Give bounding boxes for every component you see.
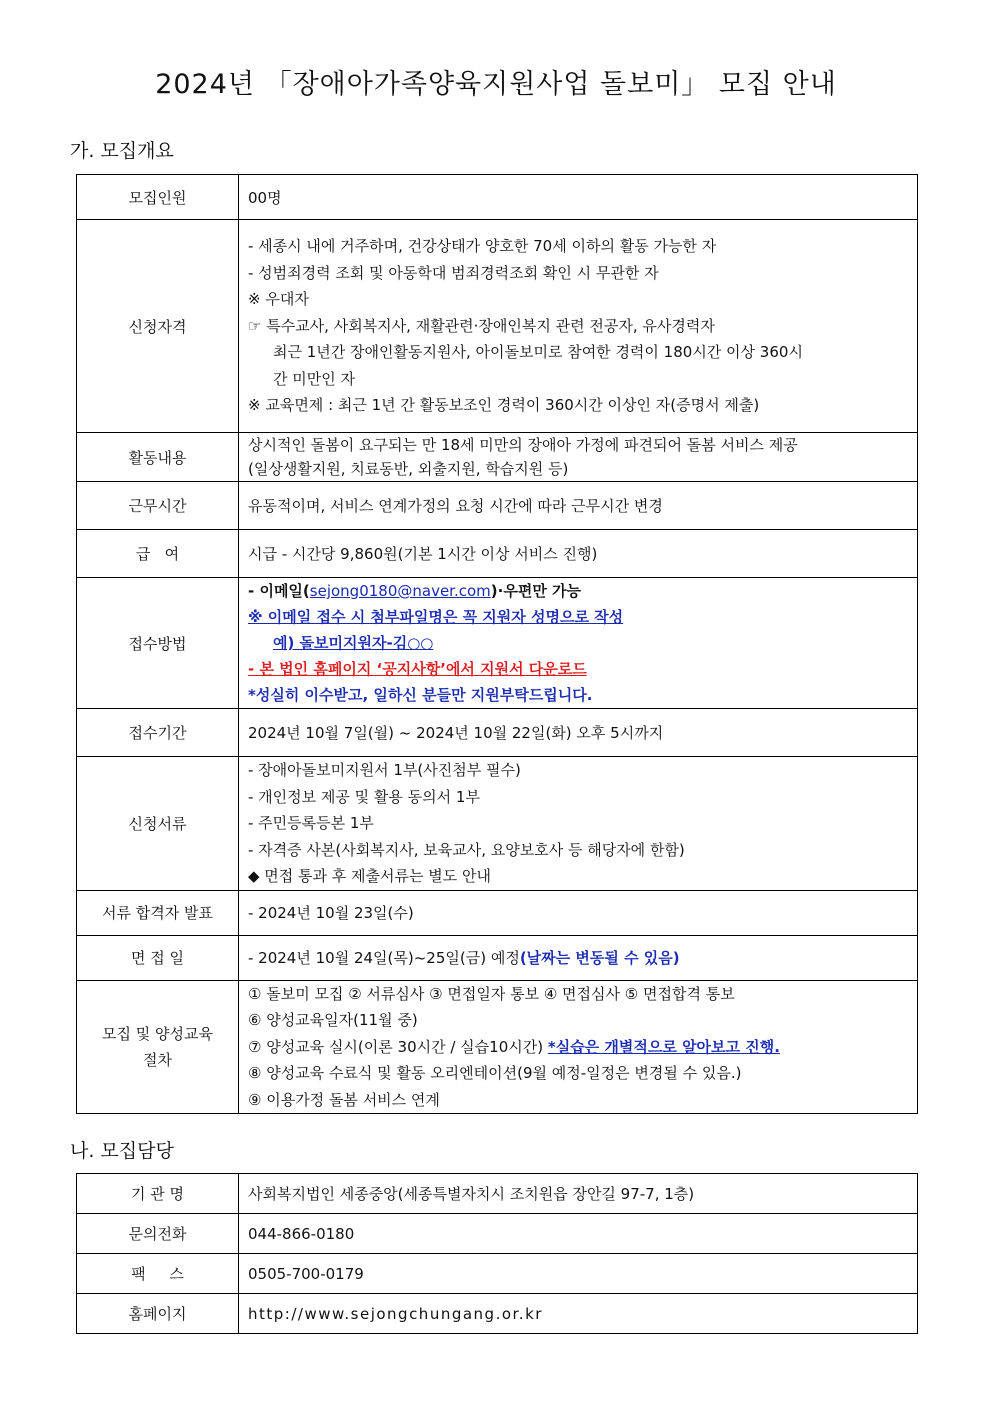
- label-application-period: 접수기간: [77, 709, 239, 757]
- qualification-line: ※ 교육면제 : 최근 1년 간 활동보조인 경력이 360시간 이상인 자(증명서 제출): [248, 396, 760, 415]
- row-work-hours: [77, 482, 918, 530]
- row-documents: [77, 757, 918, 891]
- row-document-result: [77, 890, 918, 935]
- email-line: [248, 578, 908, 604]
- label-wage: 급 여: [77, 530, 239, 578]
- row-org: [77, 1174, 918, 1214]
- activity-line: 상시적인 돌봄이 요구되는 만 18세 미만의 장애아 가정에 파견되어 돌봄 서비스 제공: [248, 436, 798, 454]
- row-wage: [77, 530, 918, 578]
- download-note: - 본 법인 홈페이지 ‘공지사항’에서 지원서 다운로드: [248, 660, 587, 678]
- qualification-line: 간 미만인 자: [273, 369, 355, 388]
- qualification-line: - 세종시 내에 거주하며, 건강상태가 양호한 70세 이하의 활동 가능한 자: [248, 237, 717, 256]
- row-application-period: [77, 709, 918, 757]
- value-fax: 0505-700-0179: [239, 1254, 918, 1294]
- document-item: - 장애아돌보미지원서 1부(사진첨부 필수): [248, 761, 521, 779]
- document-item: ◆ 면접 통과 후 제출서류는 별도 안내: [248, 867, 492, 885]
- label-org: 기 관 명: [77, 1174, 239, 1214]
- row-phone: [77, 1214, 918, 1254]
- label-recruit-count: 모집인원: [77, 175, 239, 220]
- recruitment-overview-table: [76, 174, 918, 1114]
- label-application-method: 접수방법: [77, 578, 239, 709]
- contact-table: [76, 1173, 918, 1334]
- label-fax: 팩 스: [77, 1254, 239, 1294]
- attachment-example: 예) 돌보미지원자-김○○: [273, 634, 434, 652]
- email-prefix: - 이메일(: [248, 582, 310, 600]
- label-qualification: 신청자격: [77, 220, 239, 433]
- procedure-step: ⑨ 이용가정 돌봄 서비스 연계: [248, 1090, 440, 1109]
- qualification-line: 최근 1년간 장애인활동지원사, 아이돌보미로 참여한 경력이 180시간 이상 360시: [273, 343, 803, 362]
- value-work-hours: 유동적이며, 서비스 연계가정의 요청 시간에 따라 근무시간 변경: [239, 482, 918, 530]
- practice-note: *실습은 개별적으로 알아보고 진행.: [547, 1037, 780, 1056]
- page-title: 2024년 「장애아가족양육지원사업 돌보미」 모집 안내: [155, 69, 837, 100]
- value-wage: 시급 - 시간당 9,860원(기본 1시간 이상 서비스 진행): [239, 530, 918, 578]
- value-procedure: [239, 980, 918, 1114]
- value-qualification: [239, 220, 918, 433]
- qualification-line: ※ 우대자: [248, 290, 309, 309]
- value-interview-date: [239, 935, 918, 980]
- row-application-method: [77, 578, 918, 709]
- value-application-method: [239, 578, 918, 709]
- row-activity: [77, 433, 918, 482]
- section-heading-overview: 가. 모집개요: [70, 140, 174, 162]
- label-document-result: 서류 합격자 발표: [77, 890, 239, 935]
- label-phone: 문의전화: [77, 1214, 239, 1254]
- label-procedure: [77, 980, 239, 1114]
- sincerity-note: *성실히 이수받고, 일하신 분들만 지원부탁드립니다.: [248, 686, 593, 704]
- homepage-link[interactable]: http://www.sejongchungang.or.kr: [239, 1294, 918, 1334]
- email-suffix: )·우편만 가능: [490, 582, 582, 600]
- label-interview-date: 면 접 일: [77, 935, 239, 980]
- qualification-line: ☞ 특수교사, 사회복지사, 재활관련·장애인복지 관련 전공자, 유사경력자: [248, 316, 715, 335]
- value-application-period: 2024년 10월 7일(월) ~ 2024년 10월 22일(화) 오후 5시까지: [239, 709, 918, 757]
- interview-date-text: - 2024년 10월 24일(목)~25일(금) 예정: [248, 949, 520, 967]
- qualification-line: - 성범죄경력 조회 및 아동학대 범죄경력조회 확인 시 무관한 자: [248, 263, 659, 282]
- label-procedure-line: 절차: [143, 1050, 172, 1069]
- label-work-hours: 근무시간: [77, 482, 239, 530]
- label-homepage: 홈페이지: [77, 1294, 239, 1334]
- row-homepage: [77, 1294, 918, 1334]
- row-procedure: [77, 980, 918, 1114]
- procedure-step: ⑥ 양성교육일자(11월 중): [248, 1011, 418, 1029]
- procedure-step: ① 돌보미 모집 ② 서류심사 ③ 면접일자 통보 ④ 면접심사 ⑤ 면접합격 통보: [248, 984, 735, 1003]
- procedure-step: ⑧ 양성교육 수료식 및 활동 오리엔테이션(9월 예정-일정은 변경될 수 있음.): [248, 1064, 742, 1082]
- procedure-step: [248, 1034, 908, 1061]
- row-recruit-count: [77, 175, 918, 220]
- interview-date-note: (날짜는 변동될 수 있음): [519, 949, 680, 967]
- value-org: 사회복지법인 세종중앙(세종특별자치시 조치원읍 장안길 97-7, 1층): [239, 1174, 918, 1214]
- value-activity: [239, 433, 918, 482]
- label-procedure-line: 모집 및 양성교육: [102, 1024, 213, 1043]
- value-phone: 044-866-0180: [239, 1214, 918, 1254]
- row-fax: [77, 1254, 918, 1294]
- document-item: - 자격증 사본(사회복지사, 보육교사, 요양보호사 등 해당자에 한함): [248, 840, 685, 859]
- procedure-step-text: ⑦ 양성교육 실시(이론 30시간 / 실습10시간): [248, 1037, 548, 1056]
- activity-line: (일상생활지원, 치료동반, 외출지원, 학습지원 등): [248, 460, 569, 478]
- value-recruit-count: 00명: [239, 175, 918, 220]
- label-documents: 신청서류: [77, 757, 239, 891]
- value-document-result: - 2024년 10월 23일(수): [239, 890, 918, 935]
- section-heading-contact: 나. 모집담당: [70, 1140, 174, 1162]
- document-item: - 개인정보 제공 및 활용 동의서 1부: [248, 787, 480, 806]
- attachment-note: ※ 이메일 접수 시 첨부파일명은 꼭 지원자 성명으로 작성: [248, 608, 624, 626]
- label-activity: 활동내용: [77, 433, 239, 482]
- value-documents: [239, 757, 918, 891]
- document-item: - 주민등록등본 1부: [248, 814, 374, 832]
- row-interview-date: [77, 935, 918, 980]
- row-qualification: [77, 220, 918, 433]
- email-link[interactable]: sejong0180@naver.com: [309, 582, 491, 600]
